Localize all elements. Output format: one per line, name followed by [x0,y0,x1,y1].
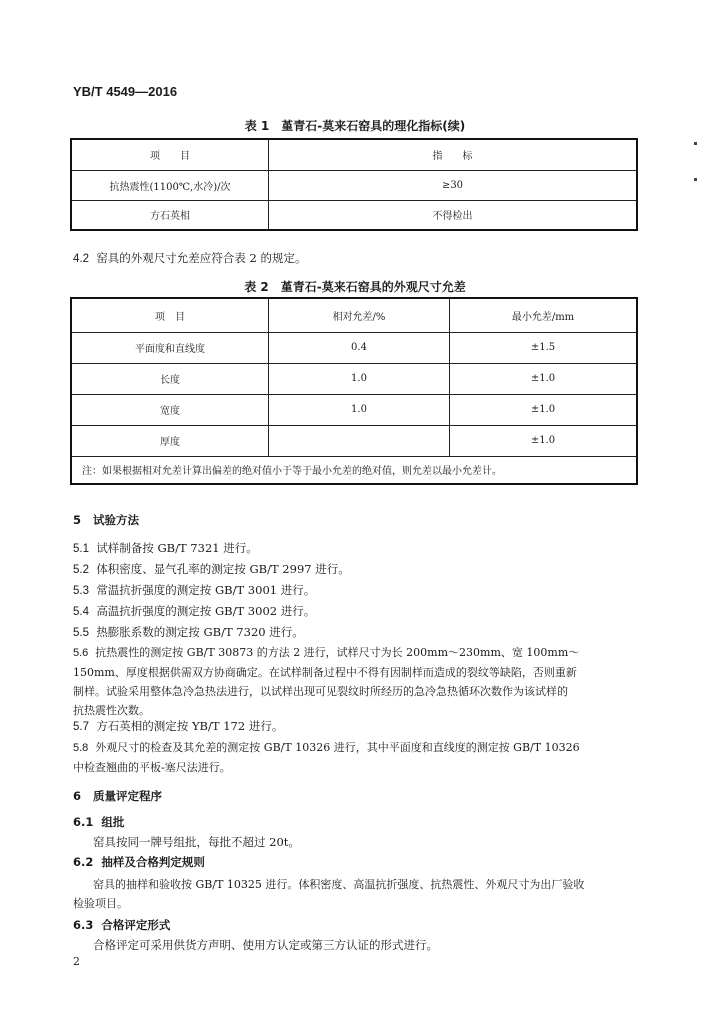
table2-head-minimum: 最小允差/mm [450,298,638,332]
para-text: 体积密度、显气孔率的测定按 GB/T 2997 进行。 [96,562,350,576]
list-item [73,623,653,644]
table-row [71,332,637,363]
para-number: 5.8 [73,742,89,754]
section-title: 抽样及合格判定规则 [101,855,205,869]
table2-caption: 表 2 堇青石-莫来石窑具的外观尺寸允差 [244,280,466,294]
scan-mark [694,178,697,181]
table2-cell: ±1.0 [450,425,638,456]
table2-cell: 1.0 [269,394,450,425]
table1-cell: 方石英相 [71,200,269,230]
para-text: 高温抗折强度的测定按 GB/T 3002 进行。 [96,604,316,618]
para-text: 窑具的外观尺寸允差应符合表 2 的规定。 [96,251,307,265]
para-5-7 [73,717,283,737]
para-5-6 [73,643,663,720]
para-6-2 [73,875,663,913]
table2-cell: ±1.0 [450,363,638,394]
section-number: 6.3 [73,918,94,932]
para-text: 热膨胀系数的测定按 GB/T 7320 进行。 [96,625,304,639]
para-text: 常温抗折强度的测定按 GB/T 3001 进行。 [96,583,316,597]
list-item [73,602,653,623]
section-number: 5 [73,513,82,527]
para-number: 5.2 [73,564,89,576]
para-5-8 [73,738,663,777]
para-number: 5.6 [73,647,89,659]
table-row [71,200,637,230]
para-line: 150mm、厚度根据供需双方协商确定。在试样制备过程中不得有因制样而造成的裂纹等缺陷，否则重新 [73,666,577,679]
table1-cell: 抗热震性(1100℃,水冷)/次 [71,170,269,200]
table2-cell: 0.4 [269,332,450,363]
section-6-heading [73,788,162,804]
table1-cell: 不得检出 [269,200,638,230]
section-title: 组批 [101,815,125,829]
table2-cell: 平面度和直线度 [71,332,269,363]
table2 [70,297,638,485]
section-5-items [73,539,653,644]
section-5-heading [73,512,139,528]
section-number: 6 [73,789,82,803]
section-6-1-heading [73,814,124,830]
para-line: 抗热震性次数。 [73,704,150,717]
table-row [71,363,637,394]
section-number: 6.1 [73,815,94,829]
para-text: 试样制备按 GB/T 7321 进行。 [96,541,258,555]
para-line: 窑具的抽样和验收按 GB/T 10325 进行。体积密度、高温抗折强度、抗热震性、外观尺寸为出厂验收 [93,878,585,891]
page-number: 2 [73,955,80,968]
table1 [70,138,638,231]
para-line: 抗热震性的测定按 GB/T 30873 的方法 2 进行，试样尺寸为长 200mm～230mm、宽 100mm～ [95,646,580,659]
table1-caption: 表 1 堇青石-莫来石窑具的理化指标(续) [244,119,466,133]
table-row [71,425,637,456]
table-row [71,170,637,200]
section-number: 6.2 [73,855,94,869]
list-item [73,539,653,560]
para-number: 4.2 [73,253,89,265]
table2-note: 注：如果根据相对允差计算出偏差的绝对值小于等于最小允差的绝对值，则允差以最小允差计。 [71,456,637,484]
para-line: 外观尺寸的检查及其允差的测定按 GB/T 10326 进行，其中平面度和直线度的测定按 GB/T 10326 [95,741,580,754]
table1-head-item: 项 目 [71,139,269,170]
table2-cell: 厚度 [71,425,269,456]
document-header: YB/T 4549—2016 [73,84,178,99]
para-number: 5.5 [73,627,89,639]
section-title: 质量评定程序 [93,789,163,803]
para-line: 检验项目。 [73,897,128,910]
table2-cell: ±1.0 [450,394,638,425]
table1-head-index: 指 标 [269,139,638,170]
table1-cell: ≥30 [269,170,638,200]
table2-head-item: 项 目 [71,298,269,332]
table2-cell: 宽度 [71,394,269,425]
para-line: 制样。试验采用整体急冷急热法进行，以试样出现可见裂纹时所经历的急冷急热循环次数作为该试样的 [73,685,568,698]
section-6-2-heading [73,854,205,870]
para-6-3: 合格评定可采用供货方声明、使用方认定或第三方认证的形式进行。 [93,938,438,952]
table2-head-relative: 相对允差/% [269,298,450,332]
para-number: 5.7 [73,721,89,733]
list-item [73,581,653,602]
para-number: 5.1 [73,543,89,555]
table2-cell: ±1.5 [450,332,638,363]
para-4-2 [73,249,306,269]
para-number: 5.4 [73,606,89,618]
table2-cell: 长度 [71,363,269,394]
section-title: 试验方法 [93,513,140,527]
table2-cell: 1.0 [269,363,450,394]
para-6-1: 窑具按同一牌号组批，每批不超过 20t。 [93,835,300,849]
table2-cell [269,425,450,456]
section-6-3-heading [73,917,170,933]
para-text: 方石英相的测定按 YB/T 172 进行。 [96,719,284,733]
para-line: 中检查翘曲的平板-塞尺法进行。 [73,761,231,774]
table-row [71,394,637,425]
list-item [73,560,653,581]
section-title: 合格评定形式 [101,918,171,932]
scan-mark [694,142,697,145]
para-number: 5.3 [73,585,89,597]
